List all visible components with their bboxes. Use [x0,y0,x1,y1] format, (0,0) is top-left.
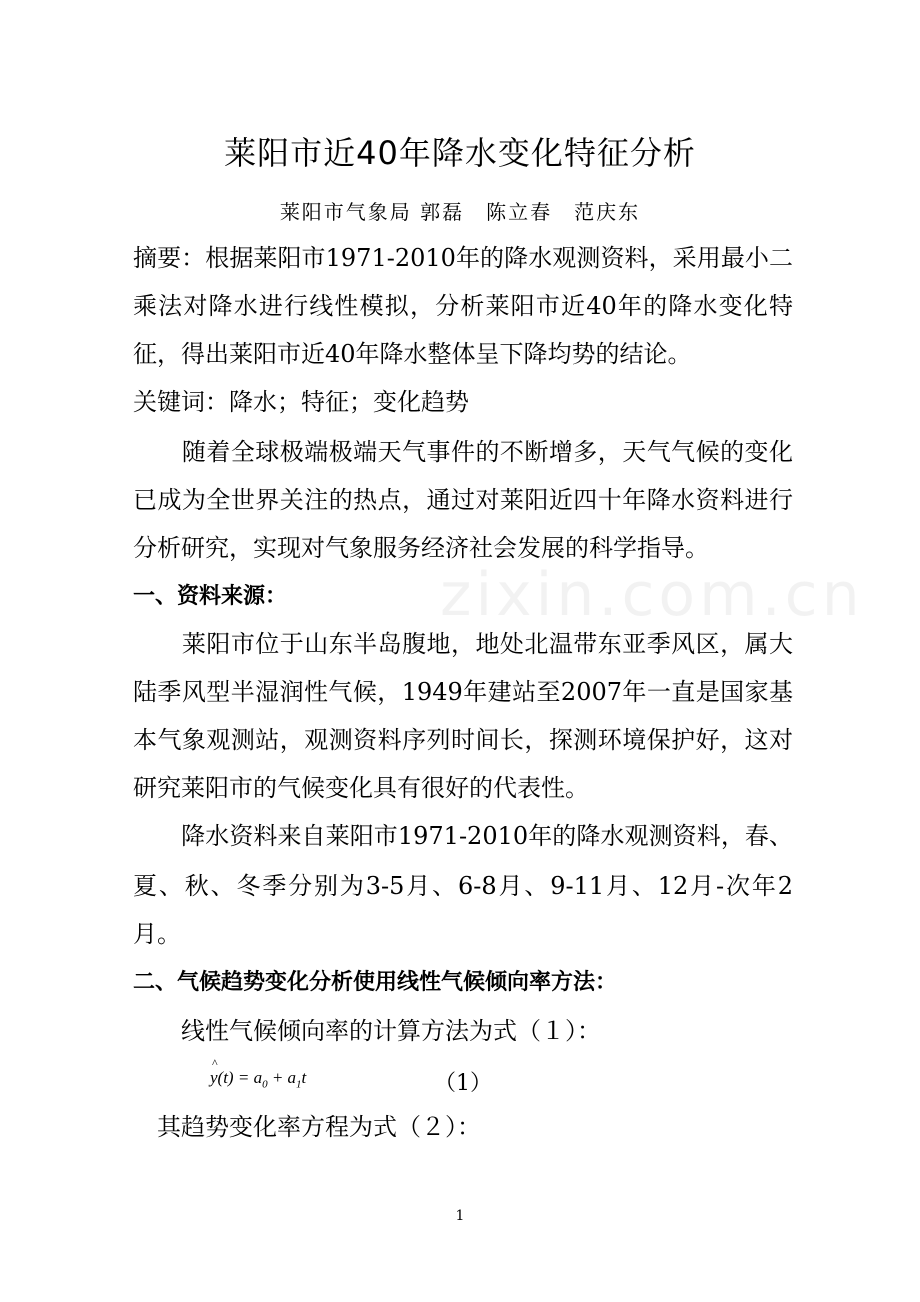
trend-intro: 其趋势变化率方程为式（２）： [133,1113,481,1141]
keywords-line: 关键词：降水；特征；变化趋势 [133,388,469,416]
formula-1: ^ $y(t) = a_0 + a_1t$ [210,1056,307,1091]
section1-line: 本气象观测站，观测资料序列时间长，探测环境保护好，这对 [133,726,793,754]
section-heading-1: 一、资料来源： [133,584,288,609]
section1-line: 陆季风型半湿润性气候，1949年建站至2007年一直是国家基 [133,678,793,706]
intro-line: 分析研究，实现对气象服务经济社会发展的科学指导。 [133,534,709,562]
intro-line: 已成为全世界关注的热点，通过对莱阳近四十年降水资料进行 [133,486,793,514]
section1-line: 研究莱阳市的气候变化具有很好的代表性。 [133,774,589,802]
intro-line: 随着全球极端极端天气事件的不断增多，天气气候的变化 [133,438,793,466]
section1-line: 降水资料来自莱阳市1971-2010年的降水观测资料，春、 [133,822,793,850]
abstract-line: 摘要：根据莱阳市1971-2010年的降水观测资料，采用最小二 [133,244,793,272]
watermark: zixin.com.cn [440,560,864,630]
section1-line: 月。 [133,920,181,948]
section1-line: 莱阳市位于山东半岛腹地，地处北温带东亚季风区，属大 [133,630,793,658]
page-number: 1 [455,1208,465,1224]
section1-line: 夏、秋、冬季分别为3-5月、6-8月、9-11月、12月-次年2 [133,872,793,900]
section-heading-2: 二、气候趋势变化分析使用线性气候倾向率方法： [133,970,618,995]
document-title: 莱阳市近40年降水变化特征分析 [224,134,696,172]
formula-intro: 线性气候倾向率的计算方法为式（１）： [133,1017,601,1045]
abstract-line: 乘法对降水进行线性模拟，分析莱阳市近40年的降水变化特 [133,292,793,320]
abstract-line: 征，得出莱阳市近40年降水整体呈下降均势的结论。 [133,340,692,368]
equation-number: （1） [434,1071,492,1096]
author-line: 莱阳市气象局 郭磊 陈立春 范庆东 [279,200,641,224]
